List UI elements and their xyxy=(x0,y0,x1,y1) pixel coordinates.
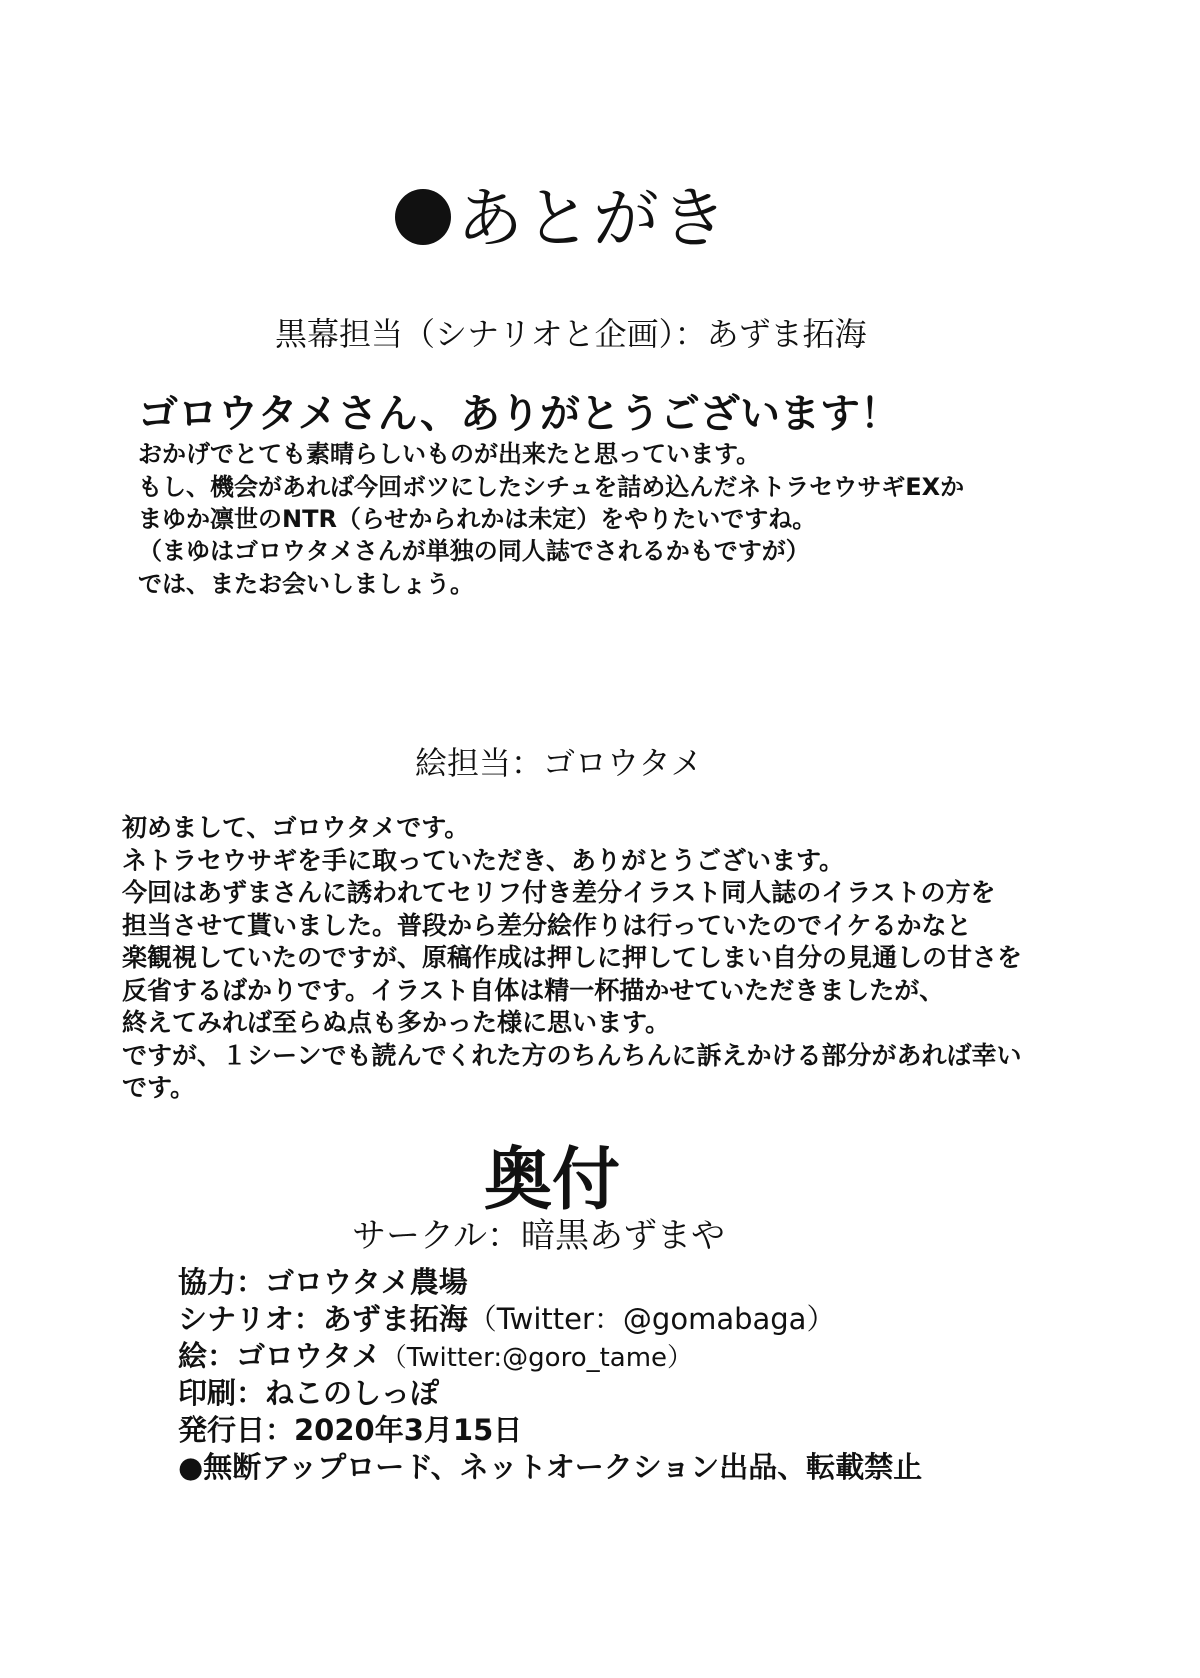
scenario-paragraph-line: （まゆはゴロウタメさんが単独の同人誌でされるかもですが） xyxy=(138,537,810,565)
illust-paragraph-line: 反省するばかりです。イラスト自体は精一杯描かせていただきましたが、 xyxy=(122,976,945,1005)
credit-scenario-twitter: （Twitter：@gomabaga） xyxy=(467,1302,836,1336)
credit-illust-name: 絵：ゴロウタメ xyxy=(178,1339,381,1373)
credit-scenario-name: シナリオ：あずま拓海 xyxy=(178,1302,468,1336)
scenario-paragraph-line: では、またお会いしましょう。 xyxy=(138,570,474,598)
illust-section-header: 絵担当：ゴロウタメ xyxy=(415,744,703,782)
illust-paragraph-line: 終えてみれば至らぬ点も多かった様に思います。 xyxy=(122,1008,671,1037)
afterword-title-text: あとがき xyxy=(457,180,729,257)
credit-cooperation: 協力：ゴロウタメ農場 xyxy=(178,1265,468,1299)
illust-paragraph-line: 初めまして、ゴロウタメです。 xyxy=(122,813,470,842)
afterword-title xyxy=(395,165,729,260)
colophon-title: 奥付 xyxy=(484,1141,621,1220)
bullet-icon xyxy=(395,189,451,245)
illust-paragraph-line: 担当させて貰いました。普段から差分絵作りは行っていたのでイケるかなと xyxy=(122,911,972,940)
scenario-paragraph-line: おかげでとても素晴らしいものが出来たと思っています。 xyxy=(138,440,761,468)
scenario-paragraph-line: もし、機会があれば今回ボツにしたシチュを詰め込んだネトラセウサギEXか xyxy=(138,473,965,501)
scenario-paragraph-line: まゆか凛世のNTR（らせかられかは未定）をやりたいですね。 xyxy=(138,505,817,533)
credit-prohibition-notice: ●無断アップロード、ネットオークション出品、転載禁止 xyxy=(178,1450,923,1484)
illust-paragraph-line: 今回はあずまさんに誘われてセリフ付き差分イラスト同人誌のイラストの方を xyxy=(122,878,996,907)
illust-paragraph-line: 楽観視していたのですが、原稿作成は押しに押してしまい自分の見通しの甘さを xyxy=(122,943,1023,972)
thanks-heading: ゴロウタメさん、ありがとうございます！ xyxy=(138,391,900,437)
credit-illust-twitter: （Twitter:@goro_tame） xyxy=(380,1343,694,1373)
illust-paragraph-line: ネトラセウサギを手に取っていただき、ありがとうございます。 xyxy=(122,846,845,875)
credit-scenario xyxy=(178,1301,835,1338)
scenario-section-header: 黒幕担当（シナリオと企画）：あずま拓海 xyxy=(275,315,867,353)
credit-publish-date: 発行日：2020年3月15日 xyxy=(178,1413,523,1447)
credit-printing: 印刷：ねこのしっぽ xyxy=(178,1376,440,1410)
credit-illust xyxy=(178,1338,693,1377)
illust-paragraph-line: ですが、１シーンでも読んでくれた方のちんちんに訴えかける部分があれば幸い xyxy=(122,1041,1022,1070)
circle-name: サークル：暗黒あずまや xyxy=(352,1216,725,1256)
illust-paragraph-line: です。 xyxy=(122,1073,196,1102)
